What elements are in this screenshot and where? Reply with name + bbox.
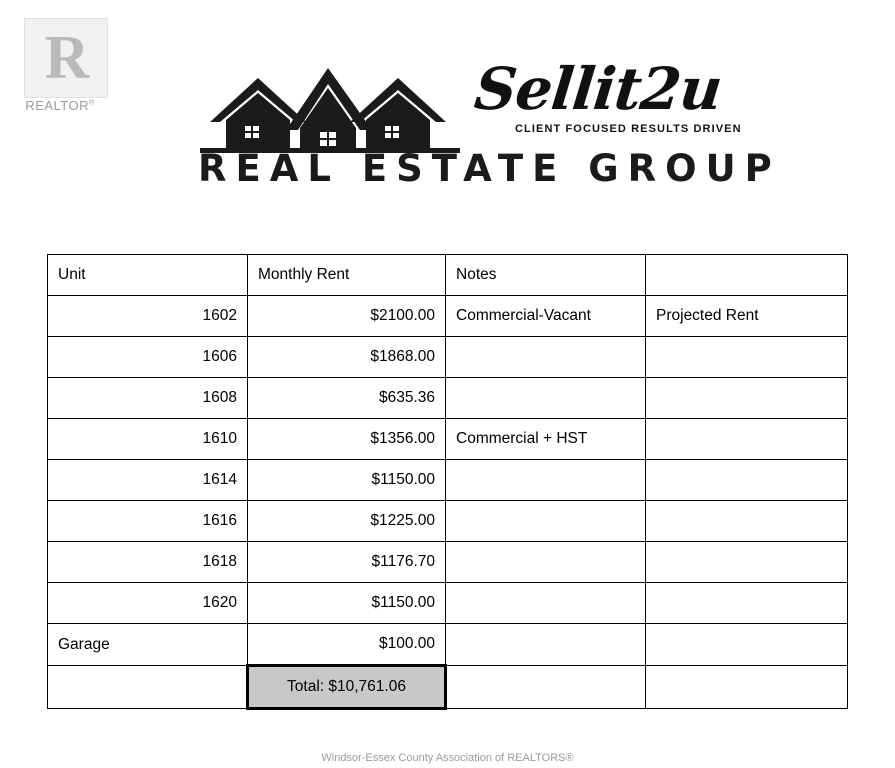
- cell-notes: [446, 583, 646, 624]
- table-row: [48, 501, 848, 542]
- cell-notes: Commercial + HST: [446, 419, 646, 460]
- cell-rent: $2100.00: [248, 296, 446, 337]
- company-logo: [180, 55, 781, 195]
- cell-notes: [446, 378, 646, 419]
- realtor-mark-icon: [24, 18, 108, 98]
- cell-unit: 1602: [48, 296, 248, 337]
- cell-rent: $1356.00: [248, 419, 446, 460]
- cell-extra: [646, 542, 848, 583]
- cell-rent: $1150.00: [248, 583, 446, 624]
- table-row: [48, 583, 848, 624]
- cell-unit: 1616: [48, 501, 248, 542]
- table-header-row: [48, 255, 848, 296]
- footer-attribution: Windsor-Essex County Association of REALTORS®: [321, 752, 574, 764]
- table-row: [48, 460, 848, 501]
- realtor-mark-letter: R: [44, 24, 88, 92]
- cell-rent: $1225.00: [248, 501, 446, 542]
- cell-notes: [446, 501, 646, 542]
- column-header-extra: [646, 255, 848, 296]
- cell-empty: [646, 666, 848, 709]
- cell-unit: 1610: [48, 419, 248, 460]
- table-total-row: [48, 666, 848, 709]
- cell-extra: [646, 583, 848, 624]
- cell-extra: [646, 624, 848, 666]
- column-header-unit: Unit: [48, 255, 248, 296]
- cell-empty: [446, 666, 646, 709]
- cell-unit: 1608: [48, 378, 248, 419]
- cell-notes: Commercial-Vacant: [446, 296, 646, 337]
- cell-extra: [646, 501, 848, 542]
- rent-roll-table-container: [47, 254, 847, 710]
- total-amount: Total: $10,761.06: [248, 666, 446, 709]
- table-body: [48, 296, 848, 709]
- company-script-name: Sellit2u: [471, 55, 725, 123]
- registered-mark: ®: [89, 99, 95, 107]
- cell-extra: [646, 419, 848, 460]
- rent-roll-table: [47, 254, 848, 710]
- cell-extra: [646, 460, 848, 501]
- cell-unit: 1606: [48, 337, 248, 378]
- company-tagline: CLIENT FOCUSED RESULTS DRIVEN: [515, 123, 742, 135]
- table-row: [48, 296, 848, 337]
- table-row: [48, 542, 848, 583]
- realtor-wordmark-text: REALTOR: [25, 98, 90, 113]
- cell-rent: $100.00: [248, 624, 446, 666]
- cell-rent: $635.36: [248, 378, 446, 419]
- cell-rent: $1176.70: [248, 542, 446, 583]
- cell-rent: $1150.00: [248, 460, 446, 501]
- cell-notes: [446, 624, 646, 666]
- column-header-notes: Notes: [446, 255, 646, 296]
- cell-notes: [446, 542, 646, 583]
- cell-unit: Garage: [48, 624, 248, 666]
- cell-rent: $1868.00: [248, 337, 446, 378]
- realtor-wordmark: [6, 98, 114, 113]
- column-header-monthly-rent: Monthly Rent: [248, 255, 446, 296]
- document-header: [0, 0, 895, 215]
- company-name: REAL ESTATE GROUP: [198, 147, 781, 190]
- table-row: [48, 419, 848, 460]
- cell-unit: 1620: [48, 583, 248, 624]
- cell-extra: [646, 378, 848, 419]
- cell-extra: [646, 337, 848, 378]
- table-row: [48, 378, 848, 419]
- cell-empty: [48, 666, 248, 709]
- table-header: [48, 255, 848, 296]
- cell-notes: [446, 460, 646, 501]
- table-row: [48, 624, 848, 666]
- houses-rooftops-icon: [200, 60, 460, 155]
- table-row: [48, 337, 848, 378]
- cell-notes: [446, 337, 646, 378]
- cell-unit: 1614: [48, 460, 248, 501]
- cell-extra: Projected Rent: [646, 296, 848, 337]
- cell-unit: 1618: [48, 542, 248, 583]
- realtor-logo: [6, 18, 114, 118]
